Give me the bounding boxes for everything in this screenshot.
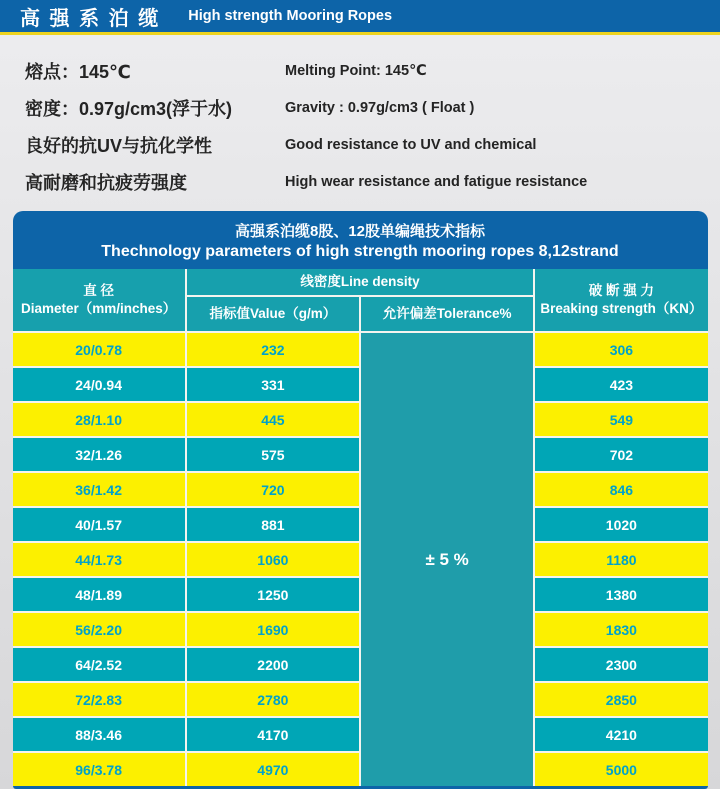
properties-section bbox=[0, 35, 720, 211]
column-header-diameter-zh: 直 径 bbox=[83, 282, 114, 298]
table-cell-diameter: 28/1.10 bbox=[13, 403, 185, 436]
property-wear-en: High wear resistance and fatigue resistance bbox=[285, 173, 588, 190]
column-header-breaking-strength-en: Breaking strength（KN） bbox=[540, 301, 703, 316]
column-header-breaking-strength bbox=[535, 269, 707, 331]
table-cell-diameter: 40/1.57 bbox=[13, 508, 185, 541]
column-header-diameter bbox=[13, 269, 185, 331]
spec-panel bbox=[13, 211, 708, 789]
column-header-tolerance: 允许偏差Tolerance% bbox=[361, 297, 533, 331]
table-cell-value: 445 bbox=[187, 403, 359, 436]
table-cell-diameter: 36/1.42 bbox=[13, 473, 185, 506]
table-cell-value: 2780 bbox=[187, 683, 359, 716]
table-cell-strength: 5000 bbox=[535, 753, 707, 786]
table-cell-value: 575 bbox=[187, 438, 359, 471]
table-cell-strength: 4210 bbox=[535, 718, 707, 751]
table-cell-diameter: 64/2.52 bbox=[13, 648, 185, 681]
table-cell-diameter: 44/1.73 bbox=[13, 543, 185, 576]
property-melting-en: Melting Point: 145℃ bbox=[285, 62, 427, 79]
page-title-zh: 高 强 系 泊 缆 bbox=[20, 7, 161, 30]
property-gravity-en: Gravity : 0.97g/cm3 ( Float ) bbox=[285, 99, 475, 116]
table-cell-value: 881 bbox=[187, 508, 359, 541]
table-cell-strength: 1020 bbox=[535, 508, 707, 541]
table-cell-diameter: 24/0.94 bbox=[13, 368, 185, 401]
table-cell-strength: 702 bbox=[535, 438, 707, 471]
table-cell-strength: 1180 bbox=[535, 543, 707, 576]
table-cell-strength: 1830 bbox=[535, 613, 707, 646]
table-cell-strength: 2850 bbox=[535, 683, 707, 716]
table-cell-diameter: 32/1.26 bbox=[13, 438, 185, 471]
page-title-en: High strength Mooring Ropes bbox=[188, 8, 393, 24]
table-cell-strength: 846 bbox=[535, 473, 707, 506]
table-cell-strength: 549 bbox=[535, 403, 707, 436]
table-cell-value: 4170 bbox=[187, 718, 359, 751]
table-cell-diameter: 56/2.20 bbox=[13, 613, 185, 646]
page-header bbox=[0, 0, 720, 32]
table-title-zh: 高强系泊缆8股、12股单编绳技术指标 bbox=[234, 222, 486, 240]
property-melting-zh: 熔点：145℃ bbox=[25, 61, 131, 82]
tolerance-merged-cell: ± 5 % bbox=[361, 333, 533, 786]
table-cell-value: 4970 bbox=[187, 753, 359, 786]
table-cell-value: 1060 bbox=[187, 543, 359, 576]
table-cell-value: 2200 bbox=[187, 648, 359, 681]
column-header-line-density: 线密度Line density bbox=[187, 269, 534, 295]
table-cell-strength: 1380 bbox=[535, 578, 707, 611]
property-uv-zh: 良好的抗UV与抗化学性 bbox=[25, 135, 213, 156]
table-cell-diameter: 72/2.83 bbox=[13, 683, 185, 716]
table-cell-diameter: 96/3.78 bbox=[13, 753, 185, 786]
column-header-value: 指标值Value（g/m） bbox=[187, 297, 359, 331]
table-cell-strength: 306 bbox=[535, 333, 707, 366]
column-header-breaking-strength-zh: 破 断 强 力 bbox=[588, 282, 654, 298]
table-title-en: Thechnology parameters of high strength mooring ropes 8,12strand bbox=[101, 242, 619, 260]
table-cell-value: 1250 bbox=[187, 578, 359, 611]
spec-table bbox=[13, 269, 708, 786]
table-cell-value: 232 bbox=[187, 333, 359, 366]
column-header-diameter-en: Diameter（mm/inches） bbox=[20, 301, 177, 316]
table-cell-diameter: 48/1.89 bbox=[13, 578, 185, 611]
table-cell-value: 331 bbox=[187, 368, 359, 401]
table-cell-value: 720 bbox=[187, 473, 359, 506]
property-gravity-zh: 密度：0.97g/cm3(浮于水) bbox=[25, 98, 233, 119]
table-cell-strength: 423 bbox=[535, 368, 707, 401]
table-cell-diameter: 88/3.46 bbox=[13, 718, 185, 751]
table-cell-strength: 2300 bbox=[535, 648, 707, 681]
table-cell-diameter: 20/0.78 bbox=[13, 333, 185, 366]
property-uv-en: Good resistance to UV and chemical bbox=[285, 136, 537, 153]
table-cell-value: 1690 bbox=[187, 613, 359, 646]
table-title bbox=[13, 211, 708, 269]
property-wear-zh: 高耐磨和抗疲劳强度 bbox=[25, 172, 187, 193]
